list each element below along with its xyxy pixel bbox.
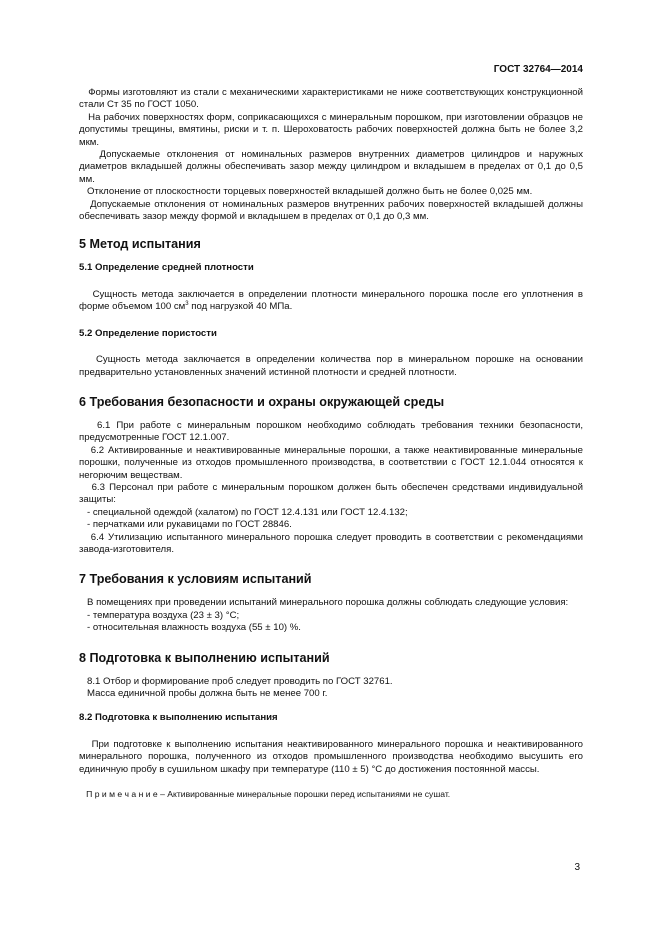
paragraph-text: Допускаемые отклонения от номинальных размеров внутренних рабочих поверхностей вкладышей должны обеспечивать зазор между формой и вкладышем в пределах от 0,1 до 0,3 мм. (79, 198, 583, 223)
paragraph (79, 199, 583, 224)
paragraph (79, 354, 583, 379)
paragraph-text: 6.1 При работе с минеральным порошком необходимо соблюдать требования техники безопасности, предусмотренные ГОСТ 12.1.007. (79, 419, 584, 444)
paragraph-text: под нагрузкой 40 МПа. (188, 301, 293, 313)
paragraph-text: Отклонение от плоскостности торцевых поверхностей вкладышей должно быть не более 0,025 мм. (87, 186, 533, 198)
section-title: 5 Метод испытания (79, 237, 201, 252)
paragraph (79, 597, 583, 609)
paragraph-text: Формы изготовляют из стали с механическими характеристиками не ниже соответствующих конструкционной стали Ст 35 по ГОСТ 1050. (79, 87, 583, 111)
note (79, 788, 583, 800)
paragraph-text: 8.1 Отбор и формирование проб следует проводить по ГОСТ 32761. (87, 675, 393, 687)
list-item (79, 519, 583, 531)
list-item (79, 507, 583, 519)
superscript: 3 (185, 301, 189, 308)
list-item-text: - специальной одеждой (халатом) по ГОСТ 12.4.131 или ГОСТ 12.4.132; (87, 506, 408, 518)
paragraph (79, 112, 583, 149)
paragraph (79, 676, 583, 688)
paragraph-text: Масса единичной пробы должна быть не менее 700 г. (87, 688, 328, 699)
paragraph (79, 149, 583, 186)
paragraph (79, 420, 583, 445)
paragraph (79, 186, 583, 198)
paragraph (79, 87, 583, 112)
paragraph (79, 445, 583, 482)
paragraph (79, 688, 583, 700)
paragraph-text: 6.2 Активированные и неактивированные минеральные порошки, а также неактивированные минеральные порошки, полученные из отходов промышленного производства, в соответствии с ГОСТ 12.1.044 относятся к негорючим веществам. (79, 444, 583, 481)
paragraph (79, 739, 583, 776)
list-item-text: - относительная влажность воздуха (55 ± 10) %. (87, 622, 301, 634)
list-item (79, 622, 583, 634)
paragraph-text: При подготовке к выполнению испытания неактивированного минерального порошка и неактивированного минерального порошка, полученного из отходов промышленного производства необходимо высушить его единичную пробу в сушильном шкафу при температуре (110 ± 5) °С до достижения постоянной массы. (79, 738, 583, 775)
note-label: П р и м е ч а н и е (86, 789, 158, 800)
paragraph-text: Допускаемые отклонения от номинальных размеров внутренних диаметров цилиндров и наружных диаметров вкладышей должны обеспечивать зазор между цилиндром и вкладышем в пределах от 0,1 до 0,5 мм. (79, 149, 583, 185)
paragraph-text: Сущность метода заключается в определении плотности минерального порошка после его уплотнения в форме объемом 100 см (79, 288, 584, 313)
page-content (79, 87, 583, 800)
paragraph-text: На рабочих поверхностях форм, соприкасающихся с минеральным порошком, при изготовлении образцов не допустимы трещины, вмятины, риски и т. п. Шероховатость рабочих поверхностей должна быть не более 3,2 мкм. (79, 111, 583, 148)
list-item (79, 610, 583, 622)
paragraph (79, 289, 583, 314)
paragraph (79, 532, 583, 557)
standard-header: ГОСТ 32764—2014 (493, 64, 583, 75)
paragraph-text: 6.4 Утилизацию испытанного минерального порошка следует проводить в соответствии с рекомендациями завода-изготовителя. (79, 531, 583, 555)
section-title: 6 Требования безопасности и охраны окружающей среды (79, 394, 445, 409)
list-item-text: - перчатками или рукавицами по ГОСТ 28846. (87, 519, 292, 531)
section-title: 8 Подготовка к выполнению испытаний (79, 650, 330, 665)
subsection-title: 5.1 Определение средней плотности (79, 262, 254, 274)
list-item-text: - температура воздуха (23 ± 3) °С; (87, 609, 240, 621)
page-number: 3 (574, 862, 580, 873)
paragraph-text: Сущность метода заключается в определении количества пор в минеральном порошке на основании предварительно установленных значений истинной плотности и средней плотности. (79, 354, 584, 378)
subsection-title: 8.2 Подготовка к выполнению испытания (79, 712, 278, 724)
paragraph-text: 6.3 Персонал при работе с минеральным порошком должен быть обеспечен средствами индивидуальной защиты: (79, 481, 583, 506)
subsection-title: 5.2 Определение пористости (79, 327, 217, 339)
paragraph (79, 482, 583, 507)
note-text: – Активированные минеральные порошки перед испытаниями не сушат. (157, 789, 451, 800)
section-title: 7 Требования к условиям испытаний (79, 572, 312, 587)
paragraph-text: В помещениях при проведении испытаний минерального порошка должны соблюдать следующие условия: (87, 597, 569, 609)
